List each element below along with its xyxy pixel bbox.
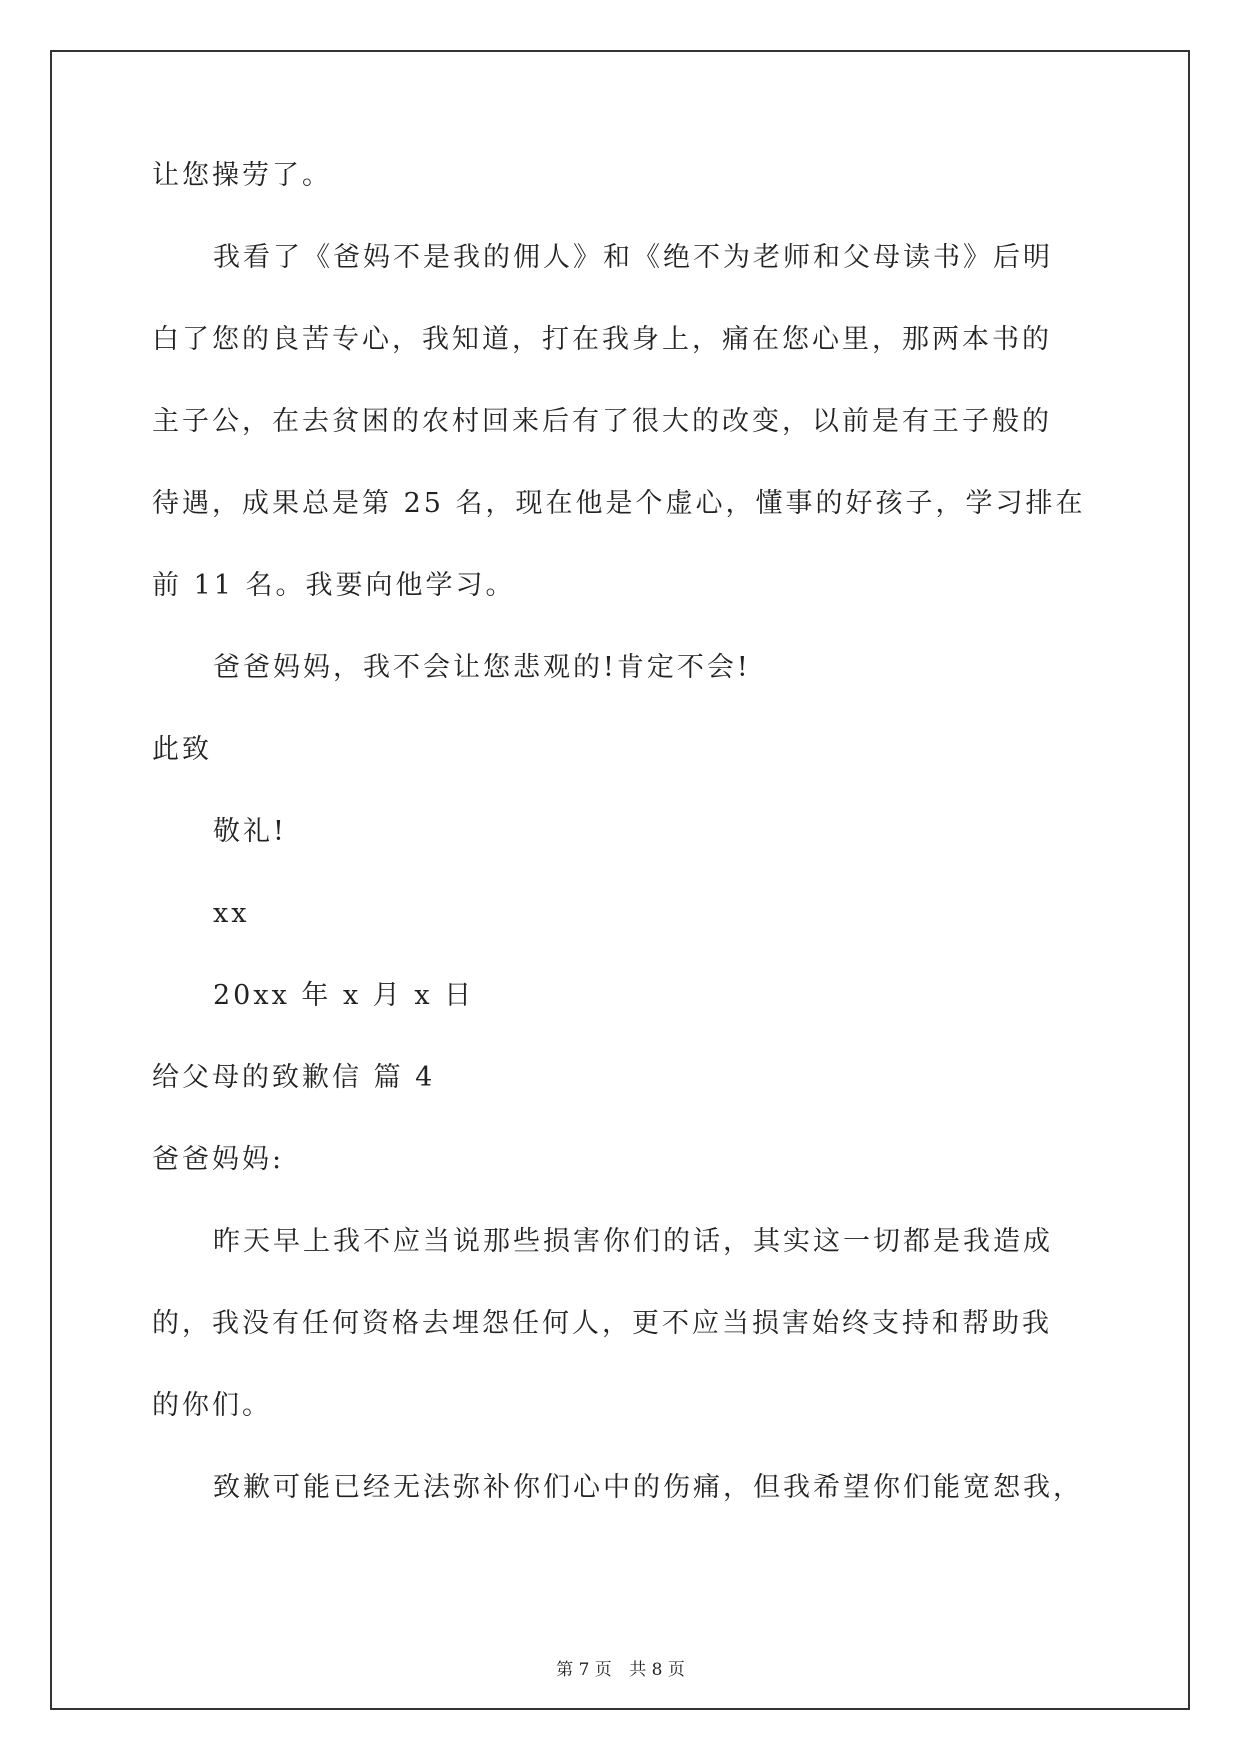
page-number: 第 7 页 [556, 1660, 612, 1680]
text-line: 主子公，在去贫困的农村回来后有了很大的改变，以前是有王子般的 [152, 406, 1052, 437]
closing-salutation: 此致 [152, 734, 212, 765]
closing-regards: 敬礼! [213, 816, 287, 847]
text-line: 昨天早上我不应当说那些损害你们的话，其实这一切都是我造成 [213, 1226, 1053, 1257]
signature-name: xx [213, 898, 250, 929]
text-line: 的你们。 [152, 1390, 272, 1421]
letter-greeting: 爸爸妈妈: [152, 1144, 285, 1175]
section-heading: 给父母的致歉信 篇 4 [152, 1062, 436, 1093]
text-line: 致歉可能已经无法弥补你们心中的伤痛，但我希望你们能宽恕我， [213, 1472, 1083, 1503]
page-frame [50, 50, 1190, 1710]
text-line: 白了您的良苦专心，我知道，打在我身上，痛在您心里，那两本书的 [152, 324, 1052, 355]
text-line: 让您操劳了。 [152, 160, 332, 191]
text-line: 我看了《爸妈不是我的佣人》和《绝不为老师和父母读书》后明 [213, 242, 1053, 273]
text-line: 待遇，成果总是第 25 名，现在他是个虚心，懂事的好孩子，学习排在 [152, 488, 1086, 519]
signature-date: 20xx 年 x 月 x 日 [213, 980, 475, 1011]
page-footer [0, 1658, 1241, 1682]
text-line: 爸爸妈妈，我不会让您悲观的!肯定不会! [213, 652, 751, 683]
text-line: 的，我没有任何资格去埋怨任何人，更不应当损害始终支持和帮助我 [152, 1308, 1052, 1339]
page-total: 共 8 页 [629, 1660, 685, 1680]
text-line: 前 11 名。我要向他学习。 [152, 570, 516, 601]
